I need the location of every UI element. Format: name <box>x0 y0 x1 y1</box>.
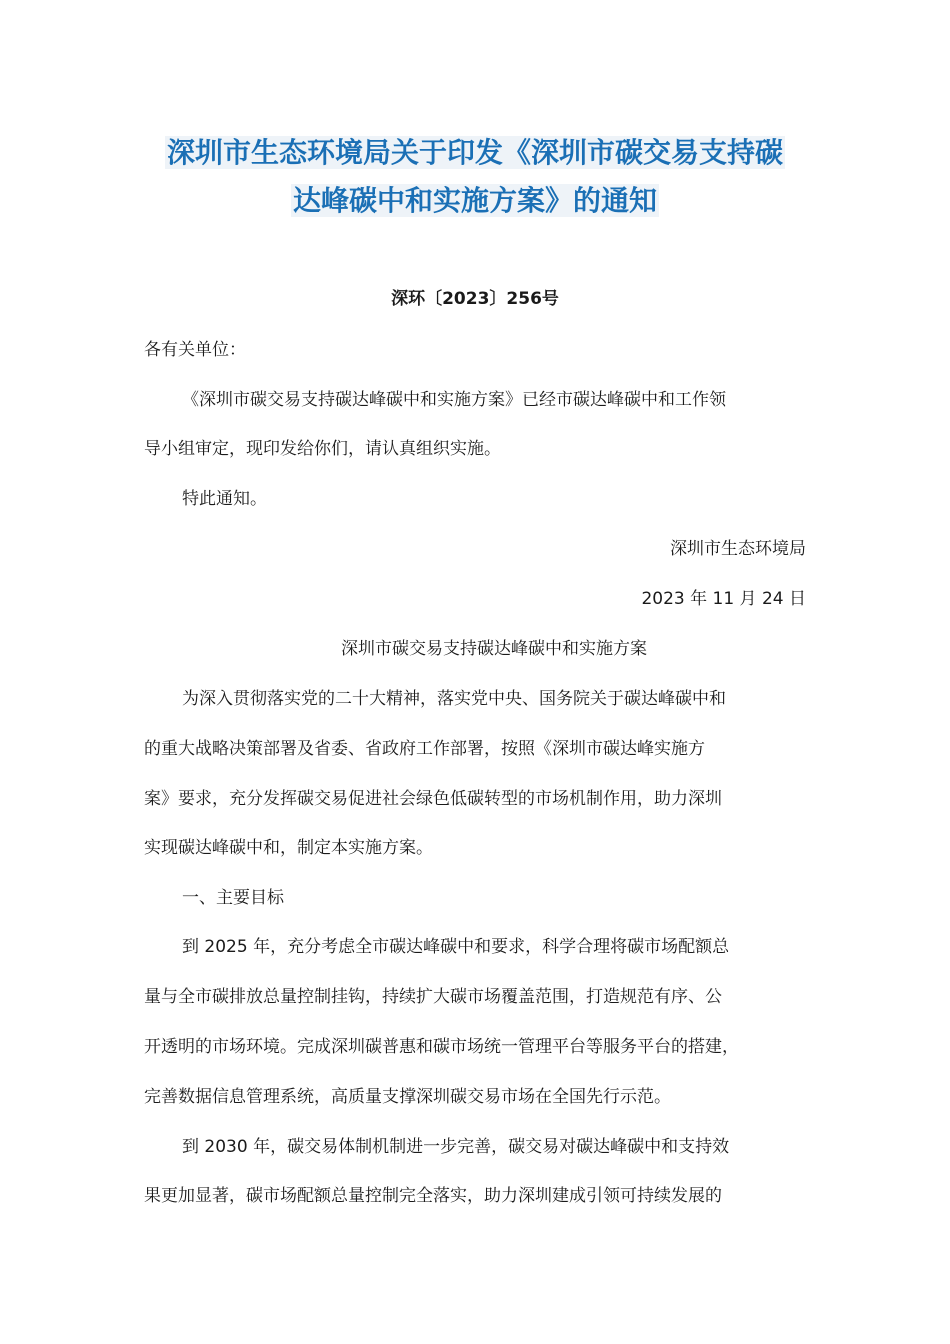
goal-2025-line-3: 开透明的市场环境。完成深圳碳普惠和碳市场统一管理平台等服务平台的搭建， <box>144 1037 739 1057</box>
document-title-line-2: 达峰碳中和实施方案》的通知 <box>292 184 657 217</box>
salutation: 各有关单位： <box>144 340 246 360</box>
notice-line-2: 导小组审定，现印发给你们，请认真组织实施。 <box>144 439 501 459</box>
goal-2025-line-1: 到 2025 年，充分考虑全市碳达峰碳中和要求，科学合理将碳市场配额总 <box>182 937 730 957</box>
intro-line-2: 的重大战略决策部署及省委、省政府工作部署，按照《深圳市碳达峰实施方 <box>144 739 705 759</box>
document-number: 深环〔2023〕256号 <box>391 289 559 309</box>
intro-line-4: 实现碳达峰碳中和，制定本实施方案。 <box>144 838 433 858</box>
goal-2025-line-4: 完善数据信息管理系统，高质量支撑深圳碳交易市场在全国先行示范。 <box>144 1087 671 1107</box>
issue-date: 2023 年 11 月 24 日 <box>641 589 806 609</box>
document-title-line-1: 深圳市生态环境局关于印发《深圳市碳交易支持碳 <box>166 136 783 169</box>
goal-2030-line-2: 果更加显著，碳市场配额总量控制完全落实，助力深圳建成引领可持续发展的 <box>144 1186 722 1206</box>
intro-line-3: 案》要求，充分发挥碳交易促进社会绿色低碳转型的市场机制作用，助力深圳 <box>144 789 722 809</box>
goal-2030-line-1: 到 2030 年，碳交易体制机制进一步完善，碳交易对碳达峰碳中和支持效 <box>182 1137 730 1157</box>
plan-title: 深圳市碳交易支持碳达峰碳中和实施方案 <box>341 639 647 659</box>
closing-text: 特此通知。 <box>182 489 267 509</box>
section-heading: 一、主要目标 <box>182 888 284 908</box>
notice-line-1: 《深圳市碳交易支持碳达峰碳中和实施方案》已经市碳达峰碳中和工作领 <box>182 390 726 410</box>
issuer-signature: 深圳市生态环境局 <box>670 539 806 559</box>
intro-line-1: 为深入贯彻落实党的二十大精神，落实党中央、国务院关于碳达峰碳中和 <box>182 689 726 709</box>
goal-2025-line-2: 量与全市碳排放总量控制挂钩，持续扩大碳市场覆盖范围，打造规范有序、公 <box>144 987 722 1007</box>
